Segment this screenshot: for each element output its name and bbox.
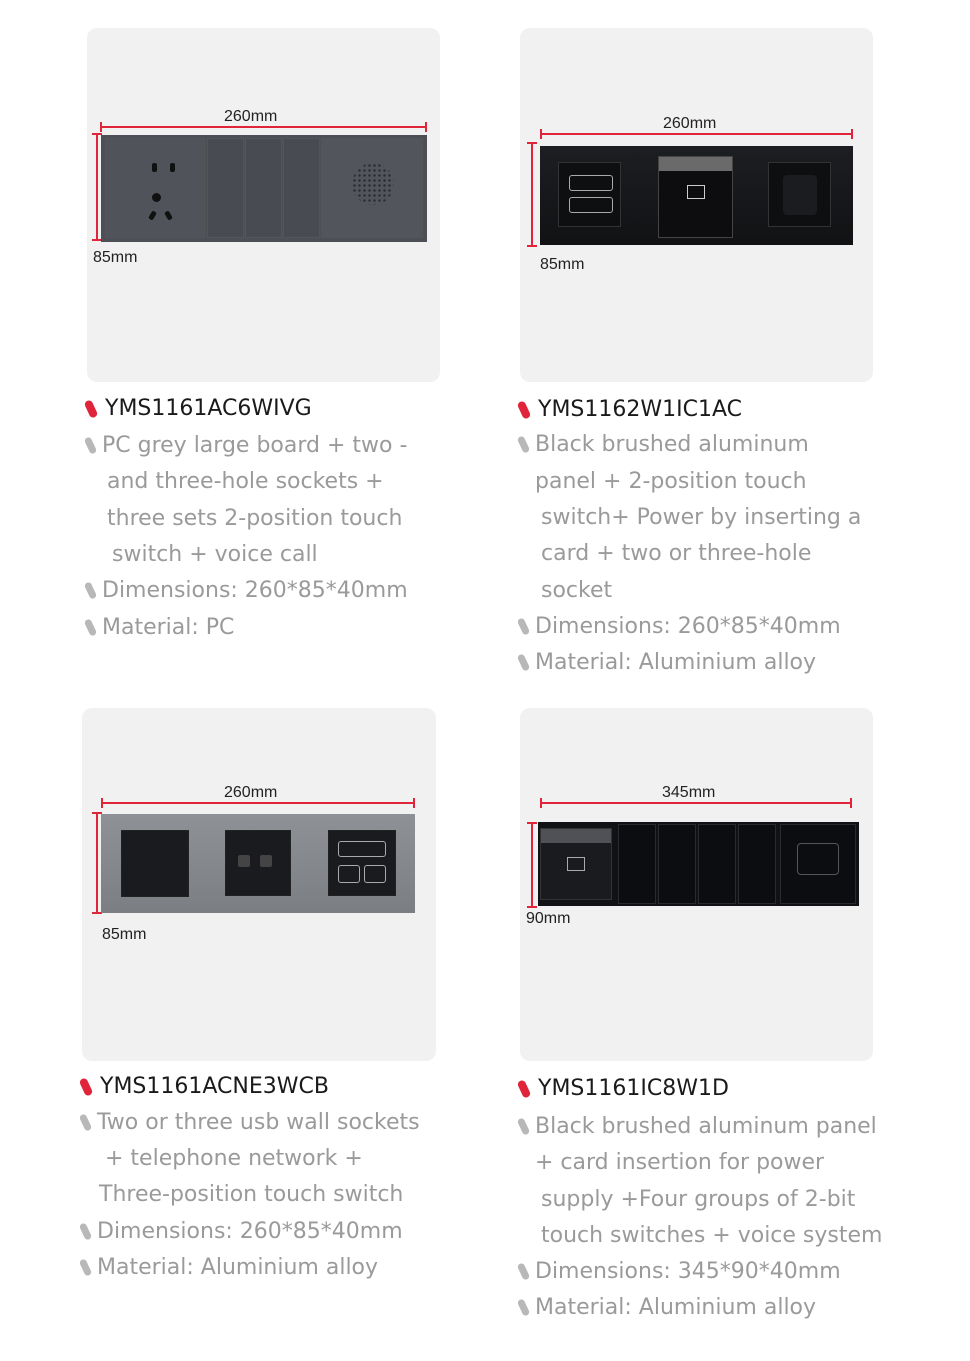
description-line	[107, 506, 402, 531]
material-line	[82, 1255, 378, 1280]
product-title-2	[520, 397, 742, 422]
description-line	[541, 541, 811, 566]
material-text: Material: Aluminium alloy	[97, 1255, 379, 1280]
product-panel-grey	[101, 135, 427, 242]
description-text: three sets 2-position touch	[107, 506, 403, 531]
height-dimension-label: 85mm	[93, 249, 138, 266]
bullet-icon	[517, 1117, 531, 1135]
description-text: switch+ Power by inserting a	[541, 505, 862, 530]
height-dimension-line	[531, 822, 533, 908]
description-line	[105, 1146, 363, 1171]
product-title-3	[82, 1074, 329, 1099]
touch-button-1[interactable]	[569, 175, 613, 191]
description-line	[107, 469, 384, 494]
network-socket-module	[225, 830, 291, 896]
card-slot	[659, 157, 732, 171]
dimensions-line	[520, 614, 841, 639]
description-line	[82, 1110, 420, 1135]
description-text: and three-hole sockets +	[107, 469, 384, 494]
description-line	[520, 432, 809, 457]
bullet-icon	[517, 1298, 531, 1316]
description-line	[87, 433, 407, 458]
network-port-icon	[260, 855, 272, 867]
dimensions-text: Dimensions: 260*85*40mm	[535, 614, 841, 639]
socket-hole	[164, 210, 173, 220]
touch-button-2[interactable]	[338, 865, 360, 883]
socket-module	[768, 162, 831, 227]
bullet-icon	[84, 436, 98, 454]
width-dimension-label: 260mm	[224, 784, 278, 801]
product-name: YMS1162W1IC1AC	[538, 397, 742, 422]
product-name: YMS1161IC8W1D	[538, 1076, 729, 1101]
bullet-icon	[79, 1258, 93, 1276]
description-text: + telephone network +	[105, 1146, 363, 1171]
description-text: + card insertion for power	[535, 1150, 825, 1175]
touch-switch-1[interactable]	[207, 138, 244, 238]
touch-switch-4[interactable]	[738, 824, 776, 904]
card-slot-module[interactable]	[540, 828, 612, 900]
product-name: YMS1161ACNE3WCB	[100, 1074, 329, 1099]
socket-hole	[152, 193, 161, 202]
touch-button-2[interactable]	[569, 197, 613, 213]
height-dimension-label: 85mm	[102, 926, 147, 943]
socket-holes	[152, 163, 157, 172]
description-text: socket	[541, 578, 613, 603]
description-text: Black brushed aluminum	[535, 432, 809, 457]
description-text: Three-position touch switch	[99, 1182, 404, 1207]
width-dimension-line	[100, 126, 427, 128]
width-dimension-label: 345mm	[662, 784, 716, 801]
voice-system-module[interactable]	[780, 824, 856, 904]
material-text: Material: Aluminium alloy	[535, 1295, 817, 1320]
bullet-icon	[517, 653, 531, 671]
socket-module	[105, 138, 205, 238]
socket-hole	[148, 210, 157, 220]
description-line	[535, 1150, 824, 1175]
bullet-icon	[84, 581, 98, 599]
description-text: PC grey large board + two -	[102, 433, 408, 458]
socket-face	[783, 175, 817, 215]
product-panel-black-long	[538, 822, 859, 906]
height-dimension-label: 90mm	[526, 910, 571, 927]
voice-display-icon	[797, 843, 839, 875]
bullet-icon	[84, 618, 98, 636]
material-line	[520, 650, 816, 675]
title-bullet-icon	[79, 1077, 94, 1097]
product-title-1	[87, 396, 312, 421]
width-dimension-line	[101, 802, 415, 804]
product-title-4	[520, 1076, 729, 1101]
touch-switch-1[interactable]	[618, 824, 656, 904]
height-dimension-line	[96, 133, 98, 241]
dimensions-text: Dimensions: 260*85*40mm	[102, 578, 408, 603]
material-text: Material: PC	[102, 615, 235, 640]
description-text: panel + 2-position touch	[535, 469, 807, 494]
height-dimension-label: 85mm	[540, 256, 585, 273]
material-line	[520, 1295, 816, 1320]
height-dimension-line	[96, 812, 98, 914]
bullet-icon	[79, 1113, 93, 1131]
speaker-grille-icon	[352, 163, 394, 205]
description-line	[535, 469, 807, 494]
title-bullet-icon	[517, 400, 532, 420]
touch-switch-3[interactable]	[283, 138, 320, 238]
description-line	[541, 578, 612, 603]
title-bullet-icon	[84, 399, 99, 419]
card-slot	[541, 829, 611, 843]
description-line	[112, 542, 318, 567]
arrow-down-icon	[687, 185, 705, 199]
touch-button-3[interactable]	[364, 865, 386, 883]
description-line	[541, 505, 861, 530]
description-text: switch + voice call	[112, 542, 318, 567]
width-dimension-line	[540, 133, 853, 135]
bullet-icon	[517, 435, 531, 453]
product-name: YMS1161AC6WIVG	[105, 396, 312, 421]
bullet-icon	[79, 1222, 93, 1240]
arrow-down-icon	[567, 857, 585, 871]
description-line	[99, 1182, 403, 1207]
product-panel-black	[540, 146, 853, 245]
width-dimension-label: 260mm	[663, 115, 717, 132]
product-panel-aluminium	[101, 814, 415, 913]
bullet-icon	[517, 617, 531, 635]
touch-button-1[interactable]	[338, 841, 386, 857]
network-port-icon	[238, 855, 250, 867]
description-line	[541, 1223, 882, 1248]
usb-socket-module	[121, 830, 189, 897]
speaker-module	[321, 138, 423, 238]
width-dimension-line	[540, 802, 852, 804]
dimensions-text: Dimensions: 345*90*40mm	[535, 1259, 841, 1284]
description-text: card + two or three-hole	[541, 541, 812, 566]
width-dimension-label: 260mm	[224, 108, 278, 125]
height-dimension-line	[531, 142, 533, 247]
touch-switch-2[interactable]	[658, 824, 696, 904]
material-line	[87, 615, 234, 640]
description-text: Black brushed aluminum panel	[535, 1114, 877, 1139]
description-text: touch switches + voice system	[541, 1223, 883, 1248]
touch-switch-module[interactable]	[558, 162, 621, 227]
touch-switch-module[interactable]	[328, 830, 396, 896]
dimensions-text: Dimensions: 260*85*40mm	[97, 1219, 403, 1244]
dimensions-line	[82, 1219, 403, 1244]
touch-switch-3[interactable]	[698, 824, 736, 904]
touch-switch-2[interactable]	[245, 138, 282, 238]
dimensions-line	[87, 578, 408, 603]
dimensions-line	[520, 1259, 841, 1284]
card-slot-module[interactable]	[658, 156, 733, 238]
description-text: Two or three usb wall sockets	[97, 1110, 420, 1135]
bullet-icon	[517, 1262, 531, 1280]
title-bullet-icon	[517, 1079, 532, 1099]
description-line	[541, 1187, 855, 1212]
socket-hole	[170, 163, 175, 172]
material-text: Material: Aluminium alloy	[535, 650, 817, 675]
description-line	[520, 1114, 877, 1139]
description-text: supply +Four groups of 2-bit	[541, 1187, 856, 1212]
